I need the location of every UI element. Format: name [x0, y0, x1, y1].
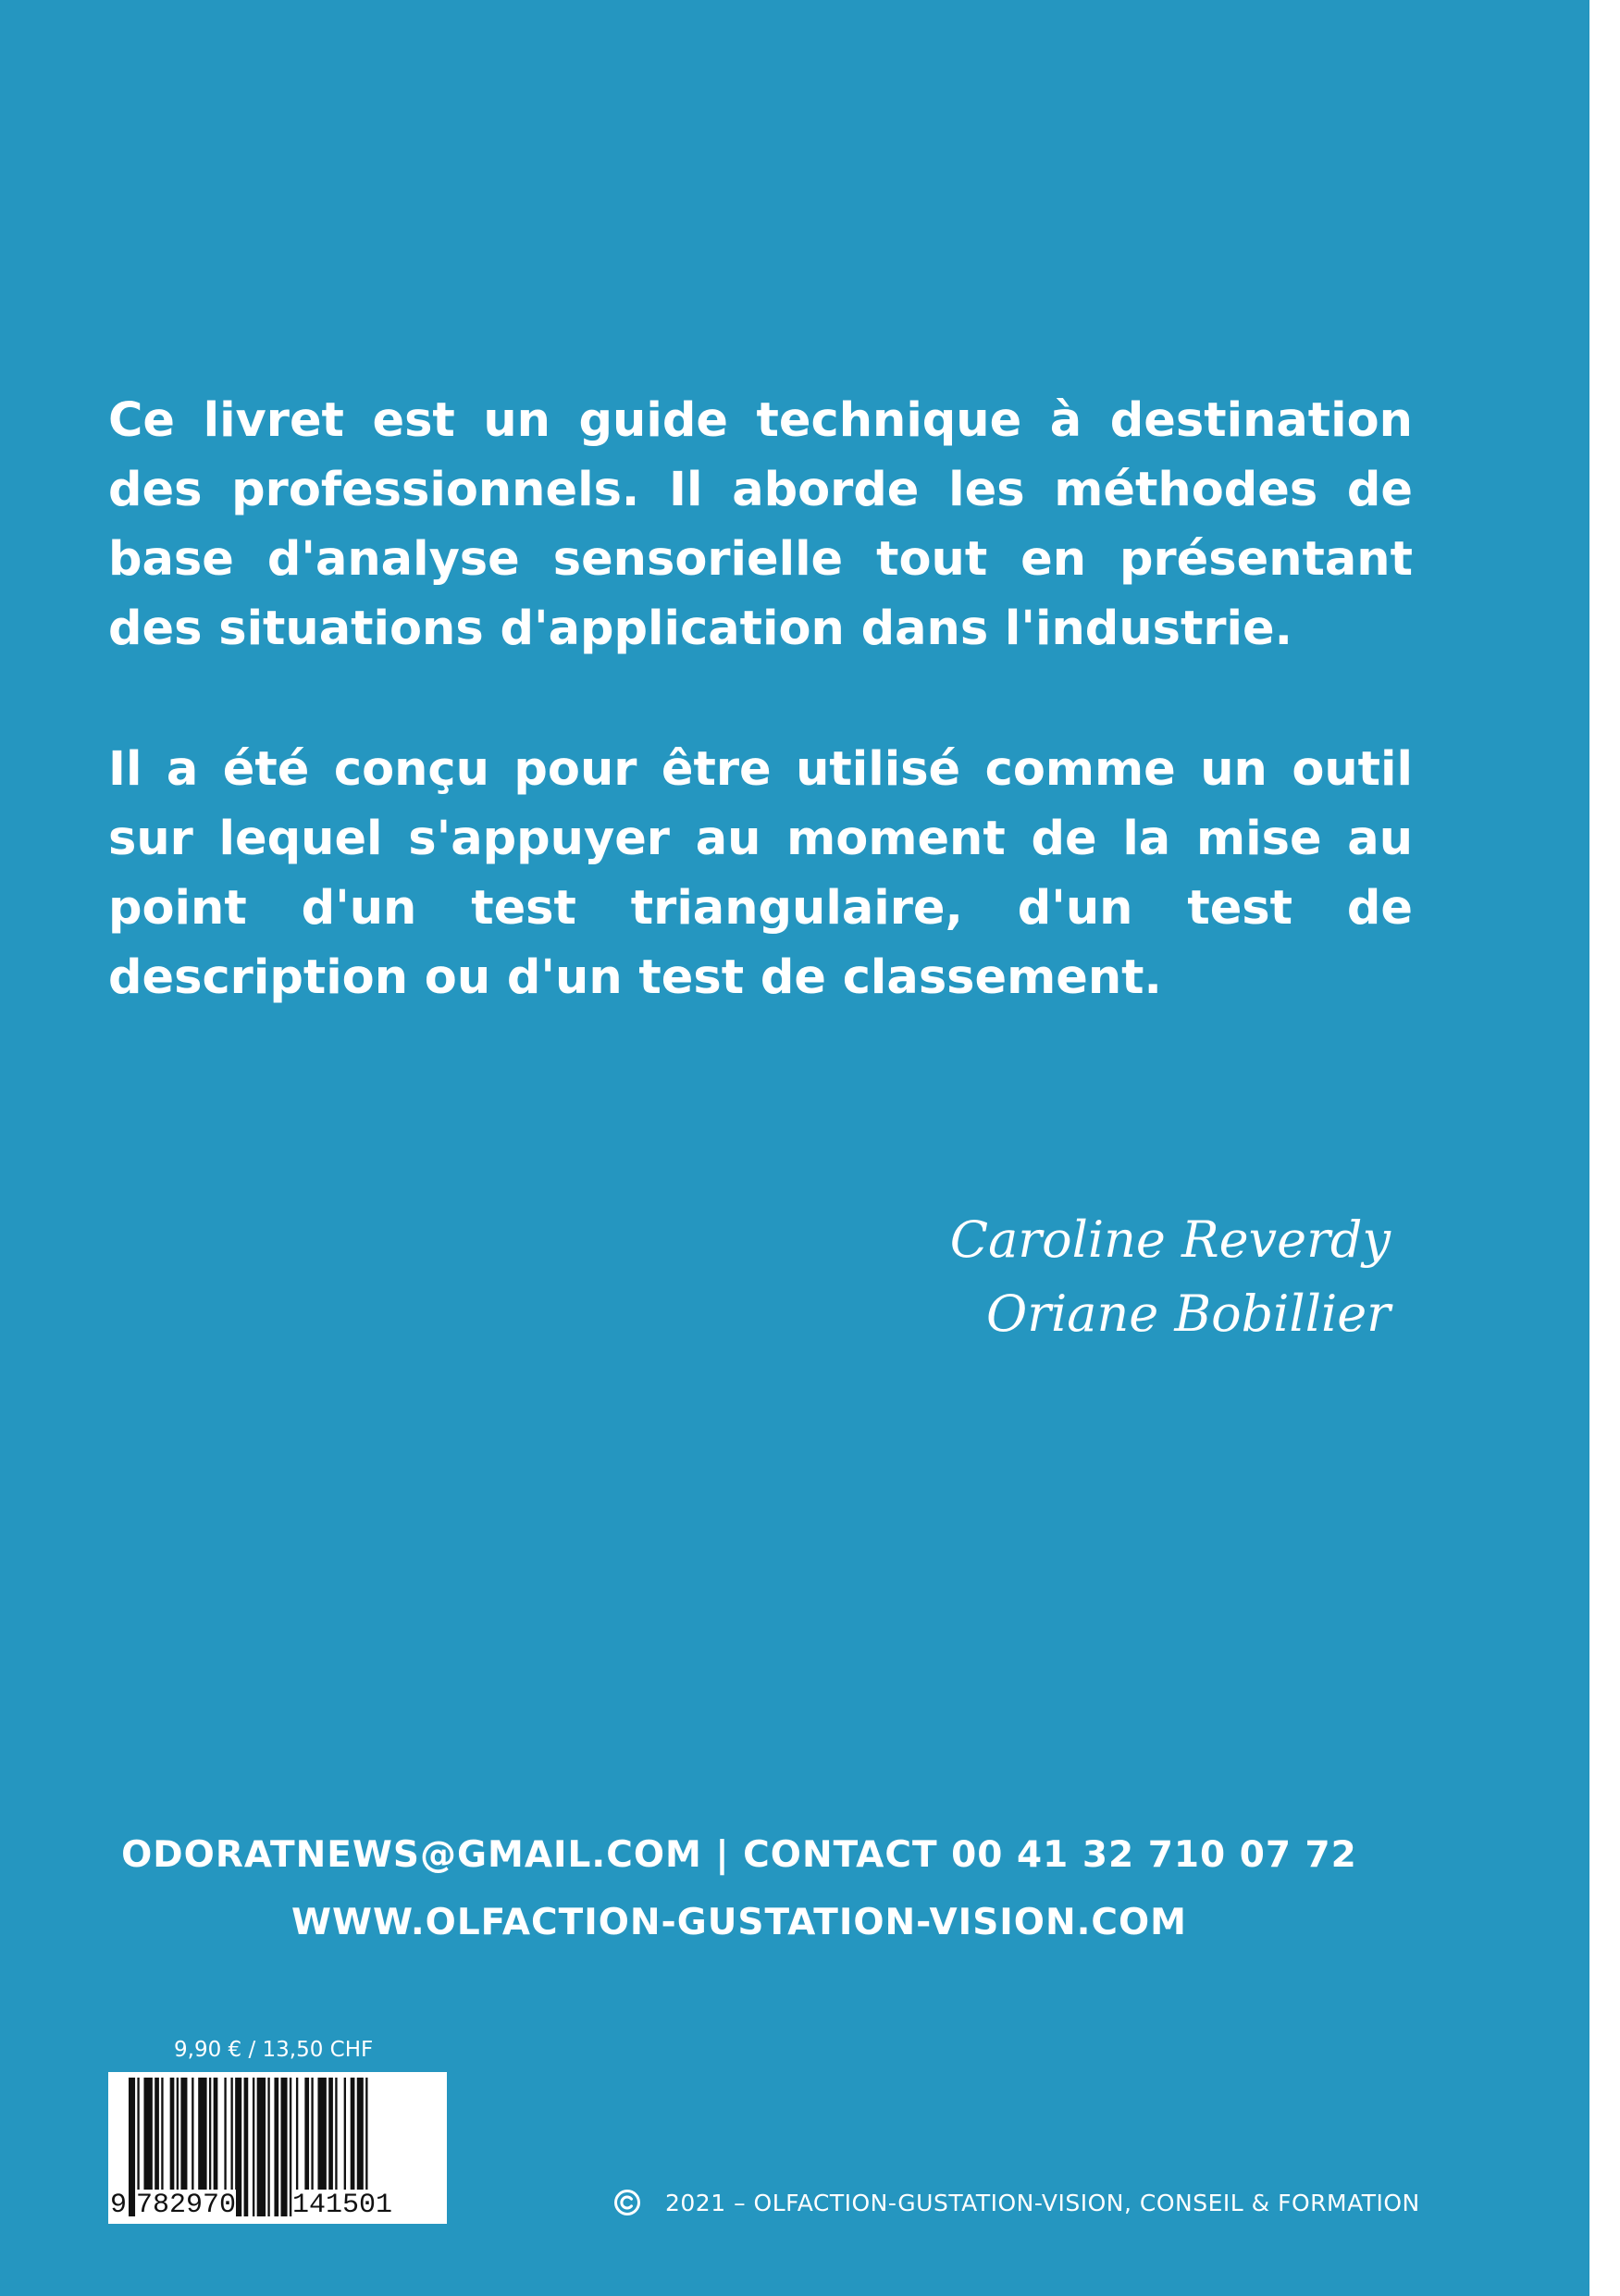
contact-email-phone: ODORATNEWS@GMAIL.COM | CONTACT 00 41 32 710 07 72 [121, 1834, 1357, 1876]
copyright-notice [613, 2189, 1420, 2216]
isbn-digits-right: 141501 [292, 2190, 393, 2221]
barcode-bar [257, 2078, 266, 2216]
page-edge [1589, 0, 1620, 2296]
blurb-paragraph-2: Il a été conçu pour être utilisé comme un outil sur lequel s'appuyer au moment de la mise au point d'un test triangulaire, d'un test de description ou d'un test de classement. [108, 742, 1413, 1005]
contact-website: WWW.OLFACTION-GUSTATION-VISION.COM [291, 1902, 1187, 1943]
barcode-bar [129, 2078, 135, 2216]
isbn-digits-left: 782970 [136, 2190, 237, 2221]
copyright-icon [613, 2189, 641, 2216]
author-name: Oriane Bobillier [985, 1285, 1391, 1343]
price-label: 9,90 € / 13,50 CHF [174, 2038, 374, 2062]
barcode-bar [274, 2078, 278, 2216]
author-name: Caroline Reverdy [949, 1210, 1391, 1269]
barcode-bar [244, 2078, 249, 2216]
blurb-paragraph-1: Ce livret est un guide technique à destination des professionnels. Il aborde les méthodes de base d'analyse sensorielle tout en présentant des situations d'application dans l'industrie. [108, 393, 1413, 656]
authors-signature [950, 1203, 1391, 1351]
isbn-barcode [108, 2072, 447, 2224]
copyright-text: 2021 – OLFACTION-GUSTATION-VISION, CONSEIL & FORMATION [665, 2189, 1420, 2216]
barcode-bar [235, 2078, 241, 2216]
barcode-bar [253, 2078, 254, 2216]
barcode-bar [267, 2078, 269, 2216]
barcode-bar [281, 2078, 288, 2216]
barcode-bar [290, 2078, 291, 2216]
isbn-digit-lead: 9 [110, 2190, 128, 2221]
